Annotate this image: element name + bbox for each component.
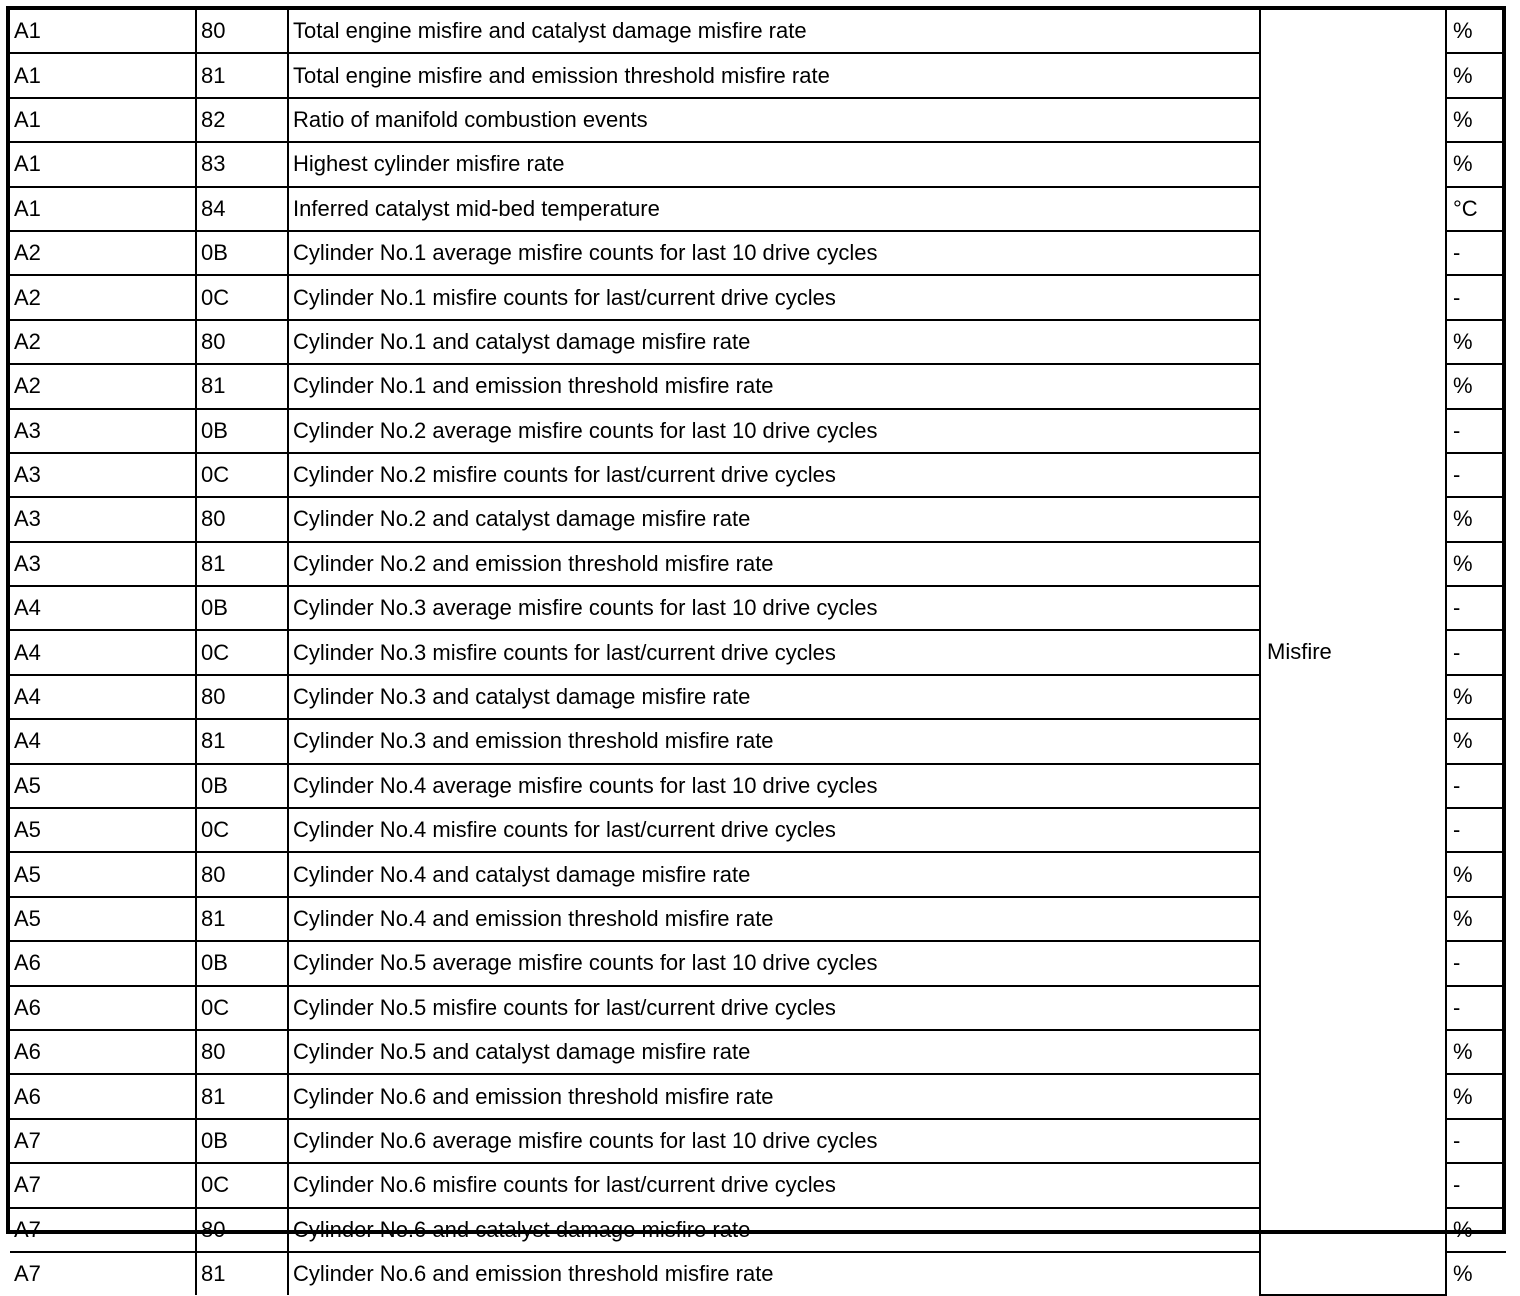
test-id-cell: A7 <box>10 1208 196 1252</box>
unit-cell: - <box>1446 764 1506 808</box>
unit-cell: °C <box>1446 187 1506 231</box>
description-cell: Cylinder No.5 average misfire counts for last 10 drive cycles <box>288 941 1260 985</box>
unit-cell: - <box>1446 586 1506 630</box>
unit-cell: - <box>1446 630 1506 674</box>
component-id-cell: 80 <box>196 1030 288 1074</box>
component-id-cell: 81 <box>196 719 288 763</box>
component-id-cell: 0C <box>196 986 288 1030</box>
test-id-cell: A2 <box>10 364 196 408</box>
description-cell: Cylinder No.3 and emission threshold misfire rate <box>288 719 1260 763</box>
component-id-cell: 0B <box>196 1119 288 1163</box>
description-cell: Cylinder No.1 average misfire counts for last 10 drive cycles <box>288 231 1260 275</box>
test-id-cell: A1 <box>10 142 196 186</box>
unit-cell: % <box>1446 142 1506 186</box>
test-id-cell: A2 <box>10 275 196 319</box>
description-cell: Cylinder No.1 misfire counts for last/current drive cycles <box>288 275 1260 319</box>
monitor-table <box>10 10 1506 1296</box>
unit-cell: - <box>1446 986 1506 1030</box>
description-cell: Cylinder No.4 average misfire counts for last 10 drive cycles <box>288 764 1260 808</box>
component-id-cell: 84 <box>196 187 288 231</box>
test-id-cell: A3 <box>10 497 196 541</box>
test-id-cell: A4 <box>10 719 196 763</box>
unit-cell: - <box>1446 409 1506 453</box>
component-id-cell: 82 <box>196 98 288 142</box>
component-id-cell: 0B <box>196 586 288 630</box>
unit-cell: % <box>1446 1030 1506 1074</box>
component-id-cell: 0C <box>196 1163 288 1207</box>
unit-cell: - <box>1446 453 1506 497</box>
unit-cell: - <box>1446 808 1506 852</box>
test-id-cell: A6 <box>10 1074 196 1118</box>
description-cell: Cylinder No.6 and emission threshold misfire rate <box>288 1252 1260 1295</box>
component-id-cell: 81 <box>196 1252 288 1295</box>
component-id-cell: 80 <box>196 1208 288 1252</box>
component-id-cell: 81 <box>196 897 288 941</box>
component-id-cell: 0B <box>196 231 288 275</box>
test-id-cell: A3 <box>10 453 196 497</box>
unit-cell: - <box>1446 1163 1506 1207</box>
component-id-cell: 80 <box>196 320 288 364</box>
component-id-cell: 80 <box>196 497 288 541</box>
description-cell: Cylinder No.4 and catalyst damage misfire rate <box>288 852 1260 896</box>
component-id-cell: 0B <box>196 941 288 985</box>
component-id-cell: 83 <box>196 142 288 186</box>
unit-cell: - <box>1446 941 1506 985</box>
description-cell: Cylinder No.5 misfire counts for last/current drive cycles <box>288 986 1260 1030</box>
component-id-cell: 0C <box>196 808 288 852</box>
test-id-cell: A6 <box>10 986 196 1030</box>
component-id-cell: 0B <box>196 764 288 808</box>
unit-cell: % <box>1446 897 1506 941</box>
test-id-cell: A2 <box>10 320 196 364</box>
unit-cell: % <box>1446 675 1506 719</box>
test-id-cell: A1 <box>10 187 196 231</box>
description-cell: Cylinder No.6 average misfire counts for last 10 drive cycles <box>288 1119 1260 1163</box>
description-cell: Cylinder No.1 and catalyst damage misfire rate <box>288 320 1260 364</box>
unit-cell: % <box>1446 497 1506 541</box>
test-id-cell: A7 <box>10 1163 196 1207</box>
unit-cell: % <box>1446 98 1506 142</box>
test-id-cell: A4 <box>10 586 196 630</box>
description-cell: Cylinder No.2 and catalyst damage misfire rate <box>288 497 1260 541</box>
description-cell: Highest cylinder misfire rate <box>288 142 1260 186</box>
description-cell: Total engine misfire and emission threshold misfire rate <box>288 53 1260 97</box>
category-cell: Misfire <box>1260 10 1446 1295</box>
description-cell: Cylinder No.6 and catalyst damage misfire rate <box>288 1208 1260 1252</box>
description-cell: Cylinder No.1 and emission threshold misfire rate <box>288 364 1260 408</box>
unit-cell: % <box>1446 1208 1506 1252</box>
description-cell: Cylinder No.4 and emission threshold misfire rate <box>288 897 1260 941</box>
unit-cell: % <box>1446 719 1506 763</box>
description-cell: Cylinder No.2 misfire counts for last/current drive cycles <box>288 453 1260 497</box>
description-cell: Cylinder No.3 and catalyst damage misfire rate <box>288 675 1260 719</box>
description-cell: Inferred catalyst mid-bed temperature <box>288 187 1260 231</box>
component-id-cell: 80 <box>196 675 288 719</box>
unit-cell: % <box>1446 10 1506 53</box>
unit-cell: - <box>1446 231 1506 275</box>
test-id-cell: A6 <box>10 941 196 985</box>
component-id-cell: 0C <box>196 453 288 497</box>
unit-cell: % <box>1446 364 1506 408</box>
test-id-cell: A5 <box>10 808 196 852</box>
unit-cell: % <box>1446 1252 1506 1295</box>
unit-cell: - <box>1446 1119 1506 1163</box>
test-id-cell: A5 <box>10 764 196 808</box>
description-cell: Cylinder No.3 average misfire counts for last 10 drive cycles <box>288 586 1260 630</box>
test-id-cell: A4 <box>10 675 196 719</box>
description-cell: Cylinder No.3 misfire counts for last/current drive cycles <box>288 630 1260 674</box>
component-id-cell: 81 <box>196 1074 288 1118</box>
test-id-cell: A1 <box>10 98 196 142</box>
test-id-cell: A6 <box>10 1030 196 1074</box>
component-id-cell: 80 <box>196 852 288 896</box>
unit-cell: % <box>1446 1074 1506 1118</box>
test-id-cell: A2 <box>10 231 196 275</box>
component-id-cell: 0B <box>196 409 288 453</box>
component-id-cell: 81 <box>196 542 288 586</box>
unit-cell: - <box>1446 275 1506 319</box>
test-id-cell: A1 <box>10 10 196 53</box>
description-cell: Cylinder No.2 and emission threshold misfire rate <box>288 542 1260 586</box>
component-id-cell: 81 <box>196 364 288 408</box>
test-id-cell: A4 <box>10 630 196 674</box>
description-cell: Total engine misfire and catalyst damage misfire rate <box>288 10 1260 53</box>
test-id-cell: A1 <box>10 53 196 97</box>
unit-cell: % <box>1446 542 1506 586</box>
test-id-cell: A5 <box>10 897 196 941</box>
component-id-cell: 0C <box>196 630 288 674</box>
description-cell: Cylinder No.6 and emission threshold misfire rate <box>288 1074 1260 1118</box>
description-cell: Ratio of manifold combustion events <box>288 98 1260 142</box>
table-row <box>10 10 1506 53</box>
description-cell: Cylinder No.2 average misfire counts for last 10 drive cycles <box>288 409 1260 453</box>
unit-cell: % <box>1446 852 1506 896</box>
component-id-cell: 81 <box>196 53 288 97</box>
test-id-cell: A5 <box>10 852 196 896</box>
test-id-cell: A3 <box>10 542 196 586</box>
description-cell: Cylinder No.6 misfire counts for last/current drive cycles <box>288 1163 1260 1207</box>
component-id-cell: 0C <box>196 275 288 319</box>
test-id-cell: A7 <box>10 1252 196 1295</box>
description-cell: Cylinder No.4 misfire counts for last/current drive cycles <box>288 808 1260 852</box>
description-cell: Cylinder No.5 and catalyst damage misfire rate <box>288 1030 1260 1074</box>
test-id-cell: A3 <box>10 409 196 453</box>
table-body <box>10 10 1506 1295</box>
monitor-table-frame <box>6 6 1506 1287</box>
unit-cell: % <box>1446 320 1506 364</box>
component-id-cell: 80 <box>196 10 288 53</box>
unit-cell: % <box>1446 53 1506 97</box>
test-id-cell: A7 <box>10 1119 196 1163</box>
